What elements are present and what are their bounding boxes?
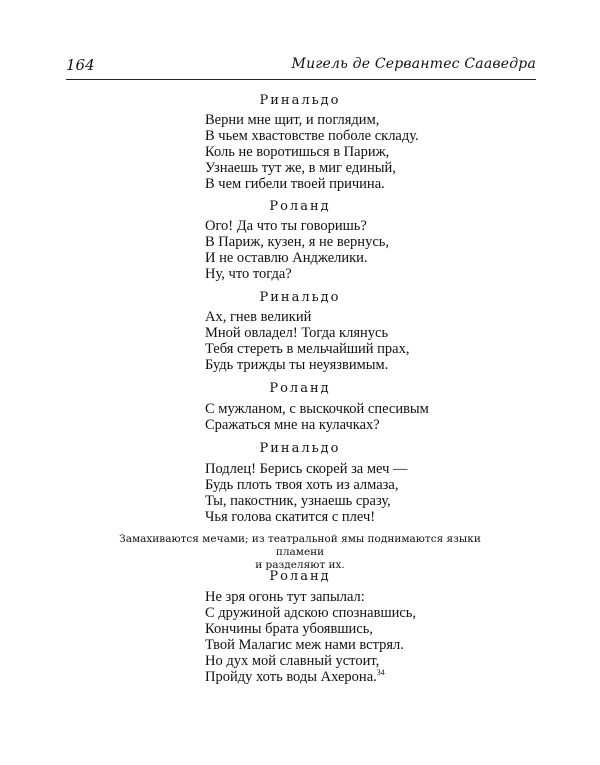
verse-line-text: Пройду хоть воды Ахерона. (205, 669, 377, 685)
footnote-marker[interactable]: 34 (376, 668, 385, 678)
stage-direction-line: и разделяют их. (255, 559, 345, 571)
verse-line: С мужланом, с выскочкой спесивым (205, 401, 429, 417)
verse-line: Твой Малагис меж нами встрял. (205, 637, 404, 653)
verse-stanza (205, 589, 416, 685)
verse-line: Узнаешь тут же, в миг единый, (205, 160, 396, 176)
verse-line: Ах, гнев великий (205, 309, 312, 325)
verse-line: Подлец! Берись скорей за меч — (205, 461, 408, 477)
verse-line: Сражаться мне на кулачках? (205, 417, 380, 433)
verse-line: Ого! Да что ты говоришь? (205, 218, 367, 234)
verse-line: Мной овладел! Тогда клянусь (205, 325, 389, 341)
verse-line: Но дух мой славный устоит, (205, 653, 380, 669)
verse-line-last (205, 669, 416, 685)
stage-direction (100, 533, 500, 572)
page-number: 164 (66, 56, 95, 74)
verse-line: В чем гибели твоей причина. (205, 176, 385, 192)
verse-line: С дружиной адскою спознавшись, (205, 605, 417, 621)
verse-stanza (205, 309, 409, 373)
verse-stanza (205, 461, 408, 525)
speaker-name: Ринальдо (259, 290, 341, 305)
verse-line: Коль не воротишься в Париж, (205, 144, 390, 160)
speaker-name: Ринальдо (259, 441, 341, 456)
verse-line: И не оставлю Анджелики. (205, 250, 368, 266)
page-header (66, 56, 536, 78)
verse-stanza (205, 401, 429, 433)
verse-line: Ты, пакостник, узнаешь сразу, (205, 493, 391, 509)
verse-line: В Париж, кузен, я не вернусь, (205, 234, 389, 250)
verse-line: Будь плоть твоя хоть из алмаза, (205, 477, 399, 493)
verse-line: Тебя стереть в мельчайший прах, (205, 341, 410, 357)
speaker-name: Ринальдо (259, 93, 341, 108)
header-rule (66, 79, 536, 80)
verse-stanza (205, 218, 389, 282)
speaker-name: Роланд (269, 199, 331, 214)
verse-line: Будь трижды ты неуязвимым. (205, 357, 389, 373)
verse-stanza (205, 112, 419, 192)
verse-line: Ну, что тогда? (205, 266, 292, 282)
running-title: Мигель де Сервантес Сааведра (291, 56, 536, 72)
verse-line: Не зря огонь тут запылал: (205, 589, 365, 605)
verse-line: Кончины брата убоявшись, (205, 621, 373, 637)
verse-line: Верни мне щит, и поглядим, (205, 112, 380, 128)
verse-line: Чья голова скатится с плеч! (205, 509, 376, 525)
verse-line: В чьем хвастовстве поболе складу. (205, 128, 419, 144)
speaker-name: Роланд (269, 381, 331, 396)
speaker-name: Роланд (269, 569, 331, 584)
stage-direction-line: Замахиваются мечами; из театральной ямы поднимаются языки пламени (119, 533, 481, 558)
